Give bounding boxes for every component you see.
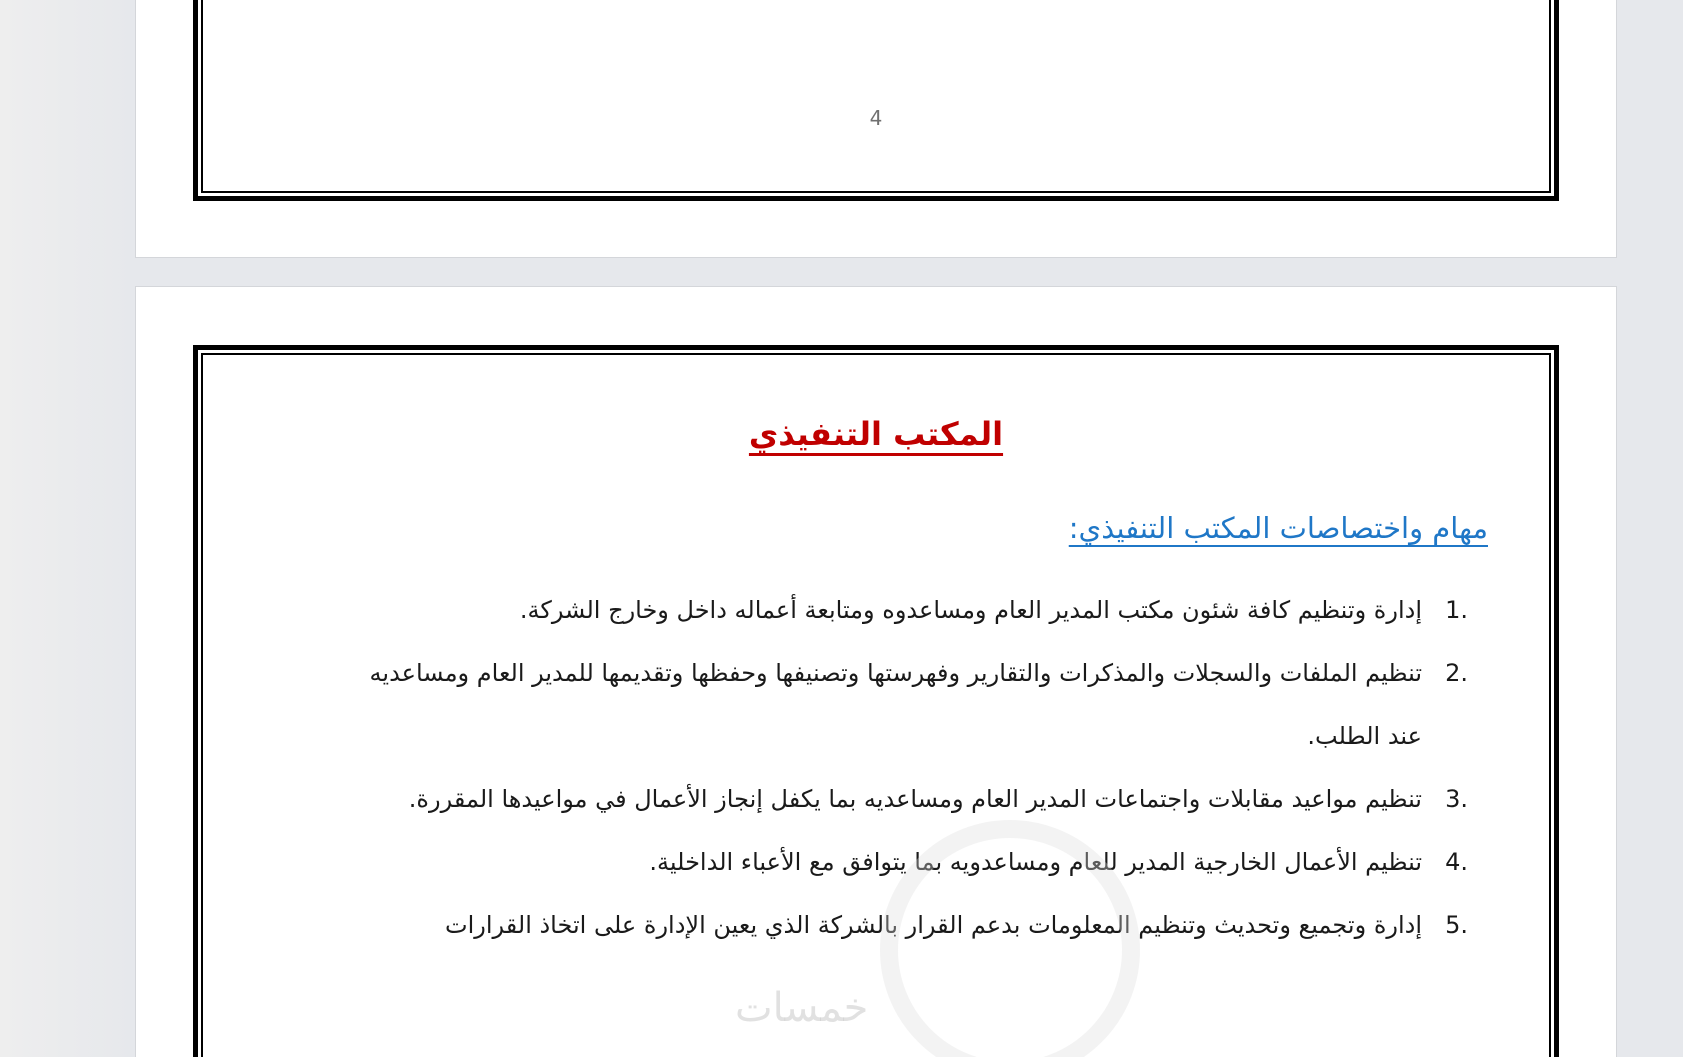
list-item-text: تنظيم مواعيد مقابلات واجتماعات المدير العام ومساعديه بما يكفل إنجاز الأعمال في مواعيدها المقررة. <box>408 785 1422 813</box>
watermark-text: خمسات <box>735 985 869 1031</box>
list-item-number: 2. <box>1445 659 1468 687</box>
current-page[interactable] <box>135 286 1617 1057</box>
section-heading: مهام واختصاصات المكتب التنفيذي: <box>1068 511 1488 545</box>
list-item-number: 5. <box>1445 911 1468 939</box>
list-item-number: 4. <box>1445 848 1468 876</box>
page-border-frame <box>193 0 1559 201</box>
previous-page <box>135 0 1617 258</box>
list-item-text: تنظيم الأعمال الخارجية المدير للعام ومساعدويه بما يتوافق مع الأعباء الداخلية. <box>649 848 1422 876</box>
list-item-text: تنظيم الملفات والسجلات والمذكرات والتقارير وفهرستها وتصنيفها وحفظها وتقديمها للمدير العام ومساعديه عند الطلب. <box>369 659 1422 750</box>
list-item-text: إدارة وتنظيم كافة شئون مكتب المدير العام ومساعدوه ومتابعة أعماله داخل وخارج الشركة. <box>519 596 1422 624</box>
list-item-text: إدارة وتجميع وتحديث وتنظيم المعلومات بدعم القرار بالشركة الذي يعين الإدارة على اتخاذ القرارات <box>444 911 1422 939</box>
list-item-number: 3. <box>1445 785 1468 813</box>
list-item <box>368 768 1468 831</box>
list-item-number: 1. <box>1445 596 1468 624</box>
document-title: المكتب التنفيذي <box>748 415 1004 453</box>
list-item <box>368 642 1468 768</box>
page-number: 4 <box>869 106 883 130</box>
list-item <box>368 579 1468 642</box>
